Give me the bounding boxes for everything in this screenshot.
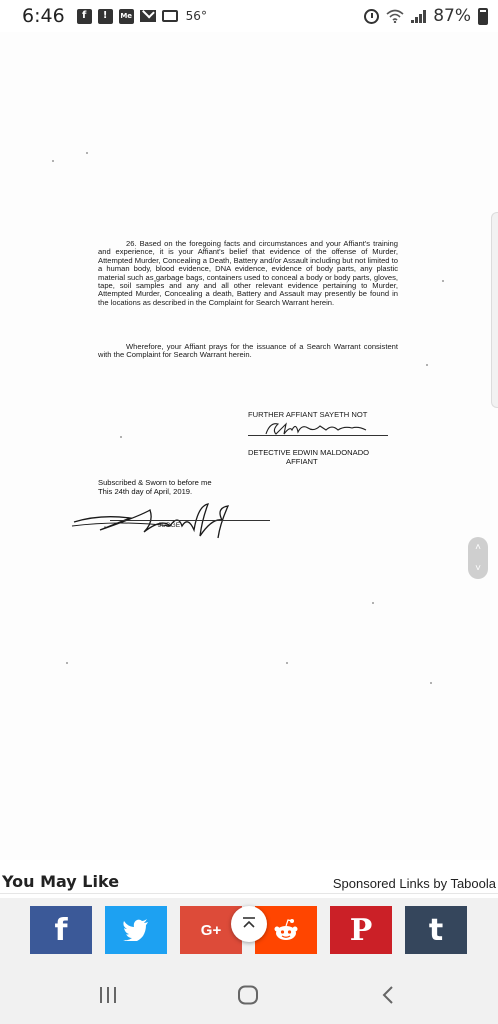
twitter-icon [123,919,149,941]
subscribed-line-2: This 24th day of April, 2019. [98,487,193,496]
you-may-like-header [0,870,498,894]
tumblr-share-button[interactable] [405,906,467,954]
me-notification-icon: Me [119,9,134,24]
subscribed-line-1: Subscribed & Sworn to before me [98,478,212,487]
mail-icon [140,10,156,22]
you-may-like-title: You May Like [2,872,120,891]
battery-icon [478,8,488,25]
detective-name: DETECTIVE EDWIN MALDONADO [248,448,370,457]
image-icon [162,10,178,22]
twitter-share-button[interactable] [105,906,167,954]
home-button[interactable] [228,980,268,1010]
document-paragraph-26: 26. Based on the foregoing facts and circumstances and your Affiant's training and experience, it is your Affiant's belief that evidence of the offense of Murder, Attempted Murder, Concealing a Death, Battery and/or Assault including but not limited to a human body, blood evidence, DNA evidence, evidence of body parts, any plastic material such as garbage bags, containers used to conceal a body or body parts, gloves, tape, soil samples and any and all other relevant evidence pertaining to Murder, Attempted Murder, Concealing a death, Battery and Assault may presently be found in the locations as described in the Complaint for Search Warrant herein. [98,239,398,307]
facebook-share-button[interactable] [30,906,92,954]
tumblr-icon: t [428,912,444,948]
system-nav-bar [0,966,498,1024]
further-affiant-text: FURTHER AFFIANT SAYETH NOT [248,410,368,419]
home-icon [237,985,259,1005]
recents-icon [97,986,119,1004]
facebook-notification-icon: f [77,9,92,24]
alert-notification-icon: ! [98,9,113,24]
judge-signature-line [110,520,270,521]
judge-label: JUDGE [158,522,181,529]
collapse-share-button[interactable] [231,906,267,942]
page-scroll-control[interactable] [468,537,488,579]
scroll-down-icon[interactable]: ˅ [475,563,481,574]
wifi-icon [386,9,404,23]
facebook-icon: f [54,912,68,948]
clock: 6:46 [22,5,65,27]
subscribed-sworn-text [98,478,258,496]
chevron-up-icon [241,916,257,932]
document-paragraph-wherefore: Wherefore, your Affiant prays for the issuance of a Search Warrant consistent with the Complaint for Search Warrant herein. [98,342,398,360]
affiant-signature-line [248,435,388,436]
pinterest-icon: P [349,912,373,948]
google-plus-icon: G+ [200,921,222,939]
document-page[interactable] [0,32,498,860]
notification-icons [77,9,207,24]
temperature: 56° [185,9,207,23]
judge-signature [70,496,270,542]
edge-panel-handle[interactable] [491,212,498,408]
pinterest-share-button[interactable] [330,906,392,954]
reddit-icon [272,918,300,942]
signal-icon [411,9,426,23]
back-icon [380,985,396,1005]
affiant-signature [262,418,382,440]
sponsored-links-label[interactable]: Sponsored Links by Taboola [332,876,496,891]
affiant-label: AFFIANT [286,457,318,466]
recent-apps-button[interactable] [88,980,128,1010]
system-icons [364,6,488,26]
battery-percent: 87% [433,6,471,26]
scroll-up-icon[interactable]: ˄ [475,542,481,553]
status-bar [0,0,498,32]
back-button[interactable] [368,980,408,1010]
alarm-icon [364,9,379,24]
